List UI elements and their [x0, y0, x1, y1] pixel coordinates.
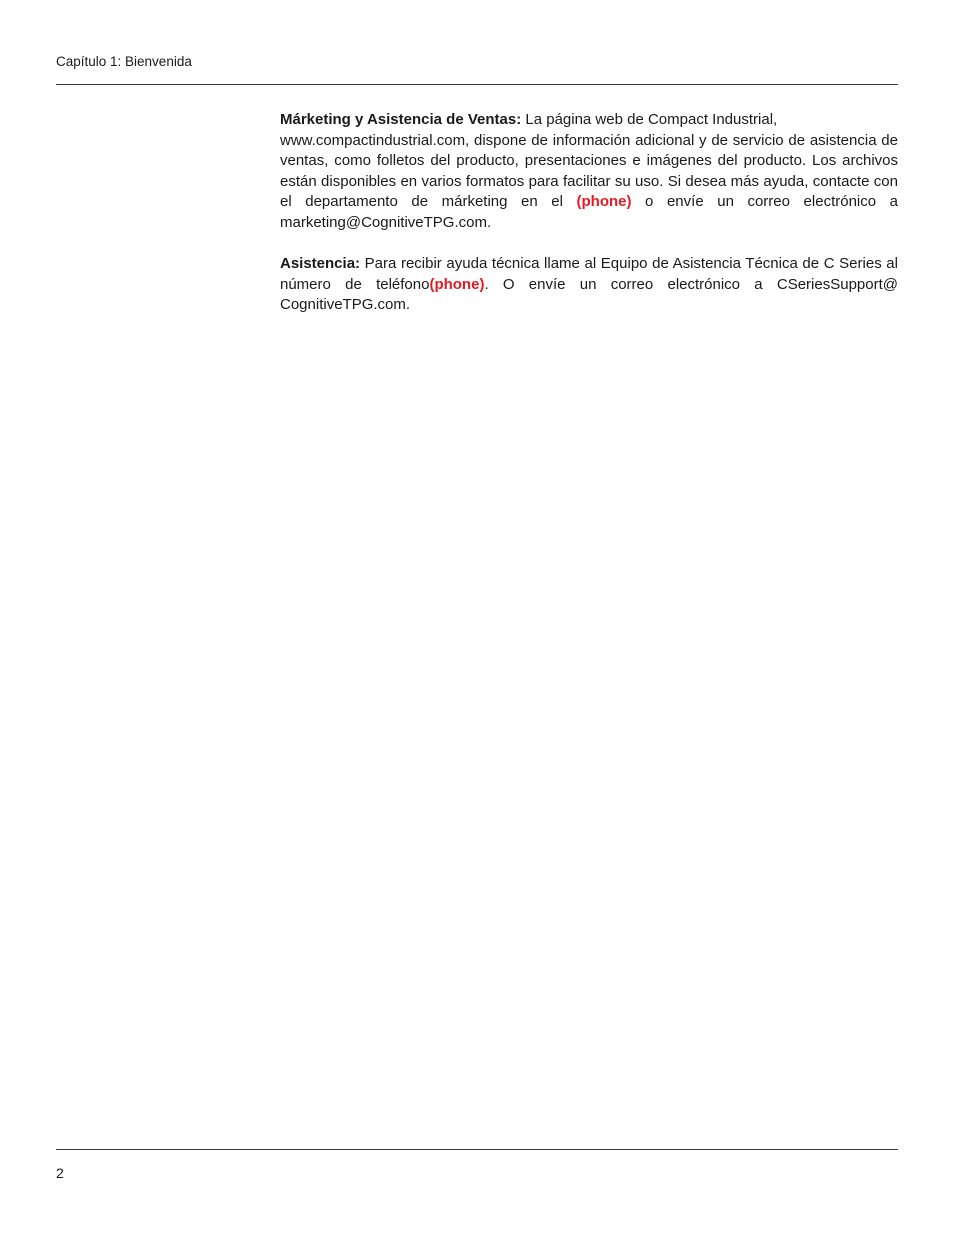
marketing-paragraph [280, 110, 898, 234]
support-heading: Asistencia: [280, 255, 361, 273]
support-phone-placeholder: (phone) [429, 275, 485, 293]
header-divider [56, 84, 898, 85]
support-paragraph [280, 254, 898, 316]
marketing-email-text: o envíe un correo electrónico a marketing@CognitiveTPG.com. [280, 193, 898, 231]
page-number: 2 [56, 1165, 64, 1181]
marketing-body-text: www.compactindustrial.com, dispone de información adicional y de servicio de asistencia de ventas, como folletos del producto, presentaciones e imágenes del producto. Los archivos están disponibles en varios formatos para facilitar su uso. Si desea más ayuda, contacte con el departamento de márketing en el [280, 131, 898, 211]
running-header: Capítulo 1: Bienvenida [56, 54, 192, 69]
footer-divider [56, 1149, 898, 1150]
marketing-intro-text: La página web de Compact Industrial, [521, 111, 778, 128]
page-body [280, 110, 898, 337]
marketing-heading: Márketing y Asistencia de Ventas: [280, 111, 522, 128]
support-body-text: Para recibir ayuda técnica llame al Equipo de Asistencia Técnica de C Series al número de teléfono [280, 255, 898, 293]
marketing-phone-placeholder: (phone) [576, 193, 632, 211]
marketing-first-line [280, 110, 898, 131]
support-email-text: . O envíe un correo electrónico a CSeriesSupport@ CognitiveTPG.com. [280, 275, 898, 314]
